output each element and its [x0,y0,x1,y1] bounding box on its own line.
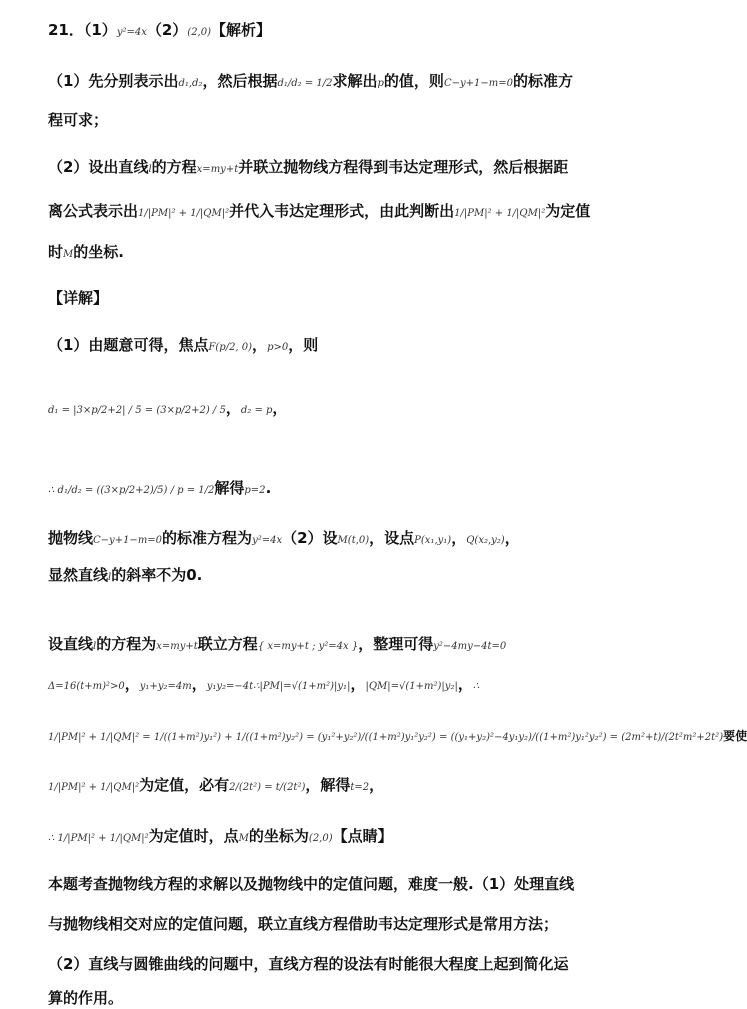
text-segment: ， [457,675,473,693]
math-expression: y²=4x [252,535,283,546]
math-expression: d₁ = |3×p/2+2| / 5 = (3×p/2+2) / 5 [48,405,226,416]
text-segment: 本题考查抛物线方程的求解以及抛物线中的定值问题，难度一般.（1）处理直线 [48,875,575,893]
text-segment: 为定值 [545,202,591,220]
line-detail-9 [48,775,676,798]
text-segment: ， [225,399,241,417]
line-remark-2 [48,914,676,934]
math-expression: M [63,249,74,260]
line-detail-5 [48,565,676,588]
text-segment: （2） [146,21,188,39]
math-expression: l [148,164,152,175]
math-expression: l [108,572,112,583]
text-segment: 解得 [214,479,245,497]
line-detail-7 [48,674,676,697]
math-expression: d₁,d₂ [178,78,203,89]
line-detail-8 [48,726,747,748]
math-expression: l [93,641,97,652]
text-segment: 的标准方程为 [162,529,253,547]
math-expression: C−y+1−m=0 [93,535,163,546]
text-segment: 的坐标为 [248,827,309,845]
text-segment: 显然直线 [48,566,109,584]
text-segment: . [265,479,272,497]
math-expression: C−y+1−m=0 [443,78,513,89]
text-segment: 要使 [723,729,747,743]
text-segment: 21．（1） [48,21,117,39]
math-expression: P(x₁,y₁) [414,535,452,546]
math-expression: ∴|PM|=√(1+m²)|y₁| [253,681,351,692]
math-expression: ∴ [472,681,480,692]
text-segment: （2）设 [282,529,338,547]
math-expression: 2/(2t²) = t/(2t²) [229,782,306,793]
math-expression: d₁/d₂ = 1/2 [277,78,333,89]
line-answer-header [48,20,676,43]
text-segment: ，解得 [305,776,351,794]
text-segment: 的标准方 [512,72,573,90]
text-segment: 离公式表示出 [48,202,139,220]
math-expression: F(p/2, 0) [208,342,253,353]
line-detail-2 [48,398,676,421]
text-segment: ， [272,399,288,417]
line-analysis-5 [48,242,676,265]
math-expression: Q(x₂,y₂) [466,535,505,546]
text-segment: 与抛物线相交对应的定值问题，联立直线方程借助韦达定理形式是常用方法； [48,915,559,933]
text-segment: 时 [48,243,64,261]
text-segment: ，整理可得 [358,635,434,653]
text-segment: 的坐标. [73,243,124,261]
text-segment: ，设点 [369,529,415,547]
line-analysis-4 [48,201,676,224]
text-segment: 的值，则 [383,72,444,90]
math-expression: p>0 [267,342,289,353]
text-segment: 联立方程 [197,635,258,653]
math-expression: p [377,78,384,89]
math-expression: t=2 [350,782,370,793]
text-segment: 的方程 [151,158,197,176]
math-expression: { x=my+t ; y²=4x } [257,641,359,652]
text-segment: ，则 [288,336,319,354]
text-segment: 求解出 [332,72,378,90]
math-expression: 1/|PM|² + 1/|QM|² = 1/((1+m²)y₁²) + 1/((1+m²)y₂²) = (y₁²+y₂²)/((1+m²)y₁²y₂²) = ((y₁+y₂)²−4y₁y₂)/((1+m²)y₁²y₂²) = (2m²+t)/(2t²m²+2t²) [48,732,724,743]
text-segment: ， [350,675,366,693]
math-expression: y₁+y₂=4m [139,681,192,692]
line-detail-6 [48,634,676,657]
math-expression: Δ=16(t+m)²>0 [48,681,125,692]
line-detail-1 [48,335,676,358]
text-segment: ， [504,529,520,547]
math-expression: M [238,833,249,844]
text-segment: （2）直线与圆锥曲线的问题中，直线方程的设法有时能很大程度上起到简化运 [48,955,569,973]
math-expression: p=2 [244,485,266,496]
text-segment: 设直线 [48,635,94,653]
math-expression: ∴ 1/|PM|² + 1/|QM|² [48,833,149,844]
text-segment: 并代入韦达定理形式，由此判断出 [229,202,455,220]
text-segment: 的斜率不为0. [111,566,203,584]
text-segment: ， [252,336,268,354]
text-segment: ， [369,776,385,794]
text-segment: 为定值，必有 [139,776,230,794]
math-expression: x=my+t [196,164,239,175]
text-segment: ，然后根据 [202,72,278,90]
math-expression: y²=4x [116,27,147,38]
math-expression: M(t,0) [337,535,370,546]
line-analysis-2 [48,110,676,130]
math-expression: d₂ = p [240,405,273,416]
math-expression: (2,0) [308,833,333,844]
text-segment: 算的作用。 [48,989,124,1007]
math-expression: 1/|PM|² + 1/|QM|² [454,208,546,219]
math-expression: y²−4my−4t=0 [433,641,507,652]
text-segment: 程可求； [48,111,109,129]
text-segment: 为定值时，点 [148,827,239,845]
math-expression: 1/|PM|² + 1/|QM|² [48,782,140,793]
line-remark-3 [48,954,676,974]
text-segment: ， [124,675,140,693]
text-segment: （1）由题意可得，焦点 [48,336,209,354]
text-segment: 【解析】 [211,21,272,39]
line-analysis-1 [48,71,676,94]
text-segment: 抛物线 [48,529,94,547]
math-expression: ∴ d₁/d₂ = ((3×p/2+2)/5) / p = 1/2 [48,485,215,496]
math-expression: x=my+t [156,641,198,652]
line-remark-4 [48,988,676,1008]
math-expression: 1/|PM|² + 1/|QM|² [138,208,230,219]
text-segment: 并联立抛物线方程得到韦达定理形式，然后根据距 [238,158,569,176]
line-detail-10 [48,826,676,849]
line-analysis-3 [48,157,676,180]
math-expression: |QM|=√(1+m²)|y₂| [365,681,458,692]
text-segment: 的方程为 [96,635,157,653]
text-segment: 【详解】 [48,289,109,307]
math-expression: (2,0) [187,27,212,38]
text-segment: ， [451,529,467,547]
line-detail-4 [48,528,676,551]
text-segment: （1）先分别表示出 [48,72,179,90]
text-segment: 【点睛】 [332,827,393,845]
line-detail-3 [48,478,676,501]
line-detail-heading [48,288,676,308]
math-expression: y₁y₂=−4t [206,681,254,692]
text-segment: ， [191,675,207,693]
text-segment: （2）设出直线 [48,158,149,176]
line-remark-1 [48,874,676,894]
